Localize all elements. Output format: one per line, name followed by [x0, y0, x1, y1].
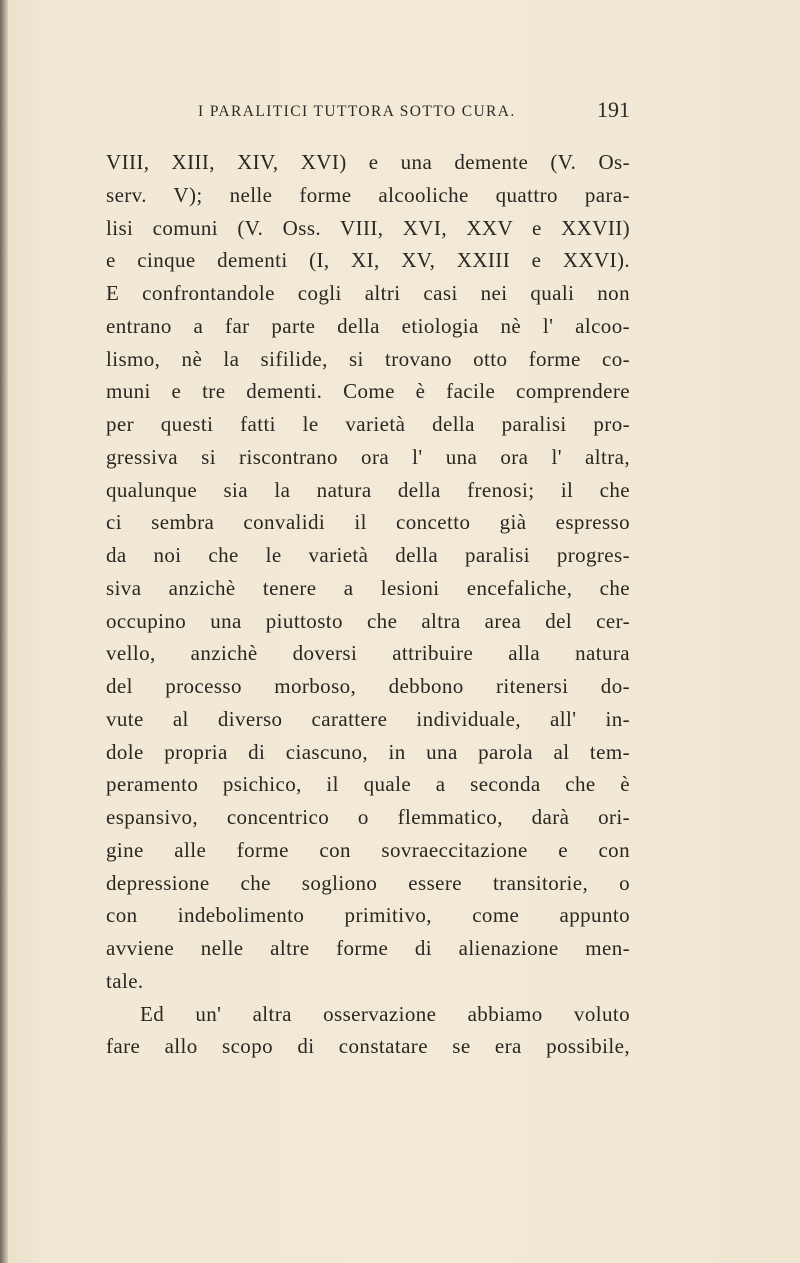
text-line: gine alle forme con sovraeccitazione e con [106, 837, 630, 862]
text-line: gressiva si riscontrano ora l' una ora l' altra, [106, 444, 630, 469]
text-line: espansivo, concentrico o flemmatico, darà ori- [106, 805, 630, 829]
binding-edge [0, 0, 8, 1263]
text-line: dole propria di ciascuno, in una parola al tem- [106, 739, 630, 764]
text-line: serv. V); nelle forme alcooliche quattro para- [106, 182, 630, 207]
text-line: da noi che le varietà della paralisi progres- [106, 543, 630, 567]
body-text [106, 146, 630, 1063]
text-line: peramento psichico, il quale a seconda che è [106, 772, 630, 797]
text-line: vello, anzichè doversi attribuire alla natura [106, 641, 630, 666]
text-line: con indebolimento primitivo, come appunto [106, 903, 630, 928]
text-line: vute al diverso carattere individuale, all' in- [106, 706, 630, 731]
text-line: muni e tre dementi. Come è facile comprendere [106, 379, 630, 404]
text-line: lismo, nè la sifilide, si trovano otto forme co- [106, 346, 630, 371]
text-line: e cinque dementi (I, XI, XV, XXIII e XXVI). [106, 248, 630, 273]
text-line: avviene nelle altre forme di alienazione men- [106, 936, 630, 960]
text-line: tale. [106, 968, 144, 993]
text-line: qualunque sia la natura della frenosi; il che [106, 477, 630, 502]
text-line: depressione che sogliono essere transitorie, o [106, 870, 630, 895]
text-line: siva anzichè tenere a lesioni encefaliche, che [106, 575, 630, 600]
text-line: entrano a far parte della etiologia nè l' alcoo- [106, 313, 630, 338]
running-head [106, 97, 630, 127]
text-line: VIII, XIII, XIV, XVI) e una demente (V. Os- [106, 150, 630, 174]
text-line: occupino una piuttosto che altra area del cer- [106, 608, 630, 633]
text-line: ci sembra convalidi il concetto già espresso [106, 510, 630, 535]
text-line: per questi fatti le varietà della paralisi pro- [106, 412, 630, 436]
page-number: 191 [597, 97, 630, 122]
text-line: lisi comuni (V. Oss. VIII, XVI, XXV e XXVII) [106, 215, 630, 240]
text-line: fare allo scopo di constatare se era possibile, [106, 1034, 630, 1059]
running-title: I PARALITICI TUTTORA SOTTO CURA. [198, 103, 516, 120]
paragraph-first-line: Ed un' altra osservazione abbiamo voluto [140, 1001, 630, 1026]
text-line: E confrontandole cogli altri casi nei quali non [106, 281, 630, 305]
text-line: del processo morboso, debbono ritenersi do- [106, 674, 630, 698]
